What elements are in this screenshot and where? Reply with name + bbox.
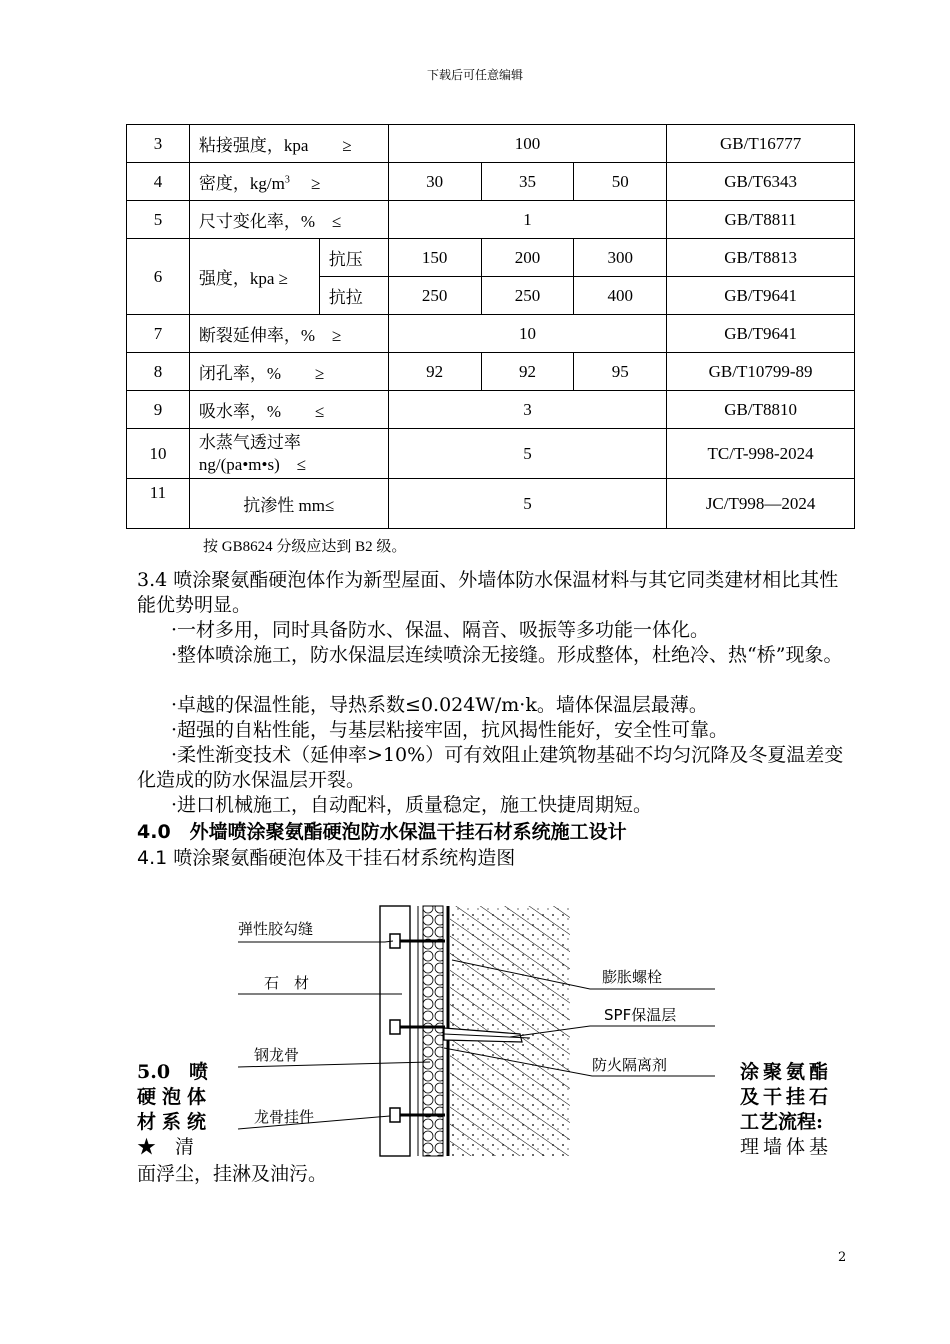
value-cell: 250 bbox=[388, 277, 481, 315]
label-steel-keel: 钢龙骨 bbox=[254, 1046, 300, 1064]
value-cell: 150 bbox=[388, 239, 481, 277]
item-name: 闭孔率，% ≥ bbox=[189, 353, 388, 391]
item-name-line1: 水蒸气透过率 bbox=[198, 432, 301, 452]
advantage-item: ·整体喷涂施工，防水保温层连续喷涂无接缝。形成整体，杜绝冷、热“桥”现象。 bbox=[171, 644, 843, 666]
value-cell: 5 bbox=[388, 479, 667, 529]
item-name: 强度，kpa ≥ bbox=[189, 239, 319, 315]
item-name: 断裂延伸率，% ≥ bbox=[189, 315, 388, 353]
table-row bbox=[127, 429, 855, 479]
standard-cell: GB/T9641 bbox=[667, 315, 855, 353]
spec-table bbox=[126, 124, 855, 529]
item-name: 密度，$kg/m^3$ ≥ bbox=[189, 163, 388, 201]
standard-cell: TC/T-998-2024 bbox=[667, 429, 855, 479]
standard-cell: GB/T16777 bbox=[667, 125, 855, 163]
value-cell: 35 bbox=[481, 163, 574, 201]
item-name: 粘接强度，kpa ≥ bbox=[189, 125, 388, 163]
item-name bbox=[189, 429, 388, 479]
value-cell: 250 bbox=[481, 277, 574, 315]
table-row bbox=[127, 479, 855, 529]
section-5-0-line: 涂聚氨酯 bbox=[740, 1061, 833, 1083]
label-expansion-bolt: 膨胀螺栓 bbox=[602, 968, 663, 986]
section-5-0-line: ★ 清 bbox=[137, 1136, 195, 1158]
page-header: 下载后可任意编辑 bbox=[426, 68, 523, 82]
construction-diagram bbox=[230, 902, 720, 1172]
value-cell: 100 bbox=[388, 125, 667, 163]
item-name: 吸水率，% ≤ bbox=[189, 391, 388, 429]
value-cell: 200 bbox=[481, 239, 574, 277]
section-5-0-line: 硬泡体 bbox=[137, 1086, 213, 1108]
value-cell: 10 bbox=[388, 315, 667, 353]
value-cell: 300 bbox=[574, 239, 667, 277]
section-4-0-heading: 4.0 外墙喷涂聚氨酯硬泡防水保温干挂石材系统施工设计 bbox=[137, 821, 627, 843]
section-3-4-intro: 3.4 喷涂聚氨酯硬泡体作为新型屋面、外墙体防水保温材料与其它同类建材相比其性能优势明显。 bbox=[137, 569, 839, 616]
row-number: 6 bbox=[127, 239, 190, 315]
section-5-0-right bbox=[740, 1060, 850, 1160]
value-cell: 5 bbox=[388, 429, 667, 479]
spf-layer bbox=[423, 906, 443, 1156]
row-number: 9 bbox=[127, 391, 190, 429]
standard-cell: GB/T8813 bbox=[667, 239, 855, 277]
standard-cell: GB/T6343 bbox=[667, 163, 855, 201]
label-sealant: 弹性胶勾缝 bbox=[238, 920, 314, 938]
sub-item: 抗压 bbox=[319, 239, 388, 277]
section-4-1-heading: 4.1 喷涂聚氨酯硬泡体及干挂石材系统构造图 bbox=[137, 847, 516, 869]
item-name-line2: ng/(pa•m•s) ≤ bbox=[198, 454, 307, 474]
row-number: 8 bbox=[127, 353, 190, 391]
standard-cell: GB/T9641 bbox=[667, 277, 855, 315]
value-cell: 95 bbox=[574, 353, 667, 391]
item-name: 尺寸变化率，% ≤ bbox=[189, 201, 388, 239]
advantage-item: ·柔性渐变技术（延伸率>10%）可有效阻止建筑物基础不均匀沉降及冬夏温差变化造成的防水保温层开裂。 bbox=[137, 744, 844, 791]
table-row bbox=[127, 201, 855, 239]
label-spf-layer: SPF保温层 bbox=[604, 1006, 677, 1024]
diagram-drawing bbox=[230, 902, 720, 1172]
section-5-0-left bbox=[137, 1060, 217, 1160]
row-number: 11 bbox=[127, 479, 190, 529]
label-fire-separator: 防火隔离剂 bbox=[592, 1056, 668, 1074]
table-note: 按 GB8624 分级应达到 B2 级。 bbox=[203, 539, 407, 555]
standard-cell: GB/T8810 bbox=[667, 391, 855, 429]
section-5-0-line: 5.0 喷 bbox=[137, 1061, 209, 1083]
value-cell: 92 bbox=[481, 353, 574, 391]
sub-item: 抗拉 bbox=[319, 277, 388, 315]
advantage-item: ·一材多用，同时具备防水、保温、隔音、吸振等多功能一体化。 bbox=[171, 619, 710, 641]
page-number: 2 bbox=[838, 1250, 847, 1265]
advantage-item: ·卓越的保温性能，导热系数≤0.024W/m·k。墙体保温层最薄。 bbox=[171, 694, 708, 716]
value-cell: 92 bbox=[388, 353, 481, 391]
value-cell: 400 bbox=[574, 277, 667, 315]
value-cell: 50 bbox=[574, 163, 667, 201]
label-stone: 石 材 bbox=[264, 974, 310, 992]
section-5-0-line: 工艺流程: bbox=[740, 1111, 824, 1133]
section-5-0-line: 及干挂石 bbox=[740, 1086, 833, 1108]
item-name: 抗渗性 mm≤ bbox=[189, 479, 388, 529]
table-row bbox=[127, 125, 855, 163]
table-row bbox=[127, 391, 855, 429]
section-5-0-continuation: 面浮尘，挂淋及油污。 bbox=[137, 1163, 328, 1185]
standard-cell: GB/T8811 bbox=[667, 201, 855, 239]
value-cell: 1 bbox=[388, 201, 667, 239]
advantage-item: ·超强的自粘性能，与基层粘接牢固，抗风揭性能好，安全性可靠。 bbox=[171, 719, 729, 741]
label-keel-hanger: 龙骨挂件 bbox=[254, 1108, 315, 1126]
row-number: 7 bbox=[127, 315, 190, 353]
advantage-item: ·进口机械施工，自动配料，质量稳定，施工快捷周期短。 bbox=[171, 794, 653, 816]
row-number: 4 bbox=[127, 163, 190, 201]
value-cell: 3 bbox=[388, 391, 667, 429]
table-row bbox=[127, 239, 855, 277]
section-5-0-line: 材系统 bbox=[137, 1111, 213, 1133]
row-number: 3 bbox=[127, 125, 190, 163]
standard-cell: GB/T10799-89 bbox=[667, 353, 855, 391]
row-number: 5 bbox=[127, 201, 190, 239]
section-5-0-line: 理墙体基 bbox=[740, 1136, 833, 1158]
standard-cell: JC/T998—2024 bbox=[667, 479, 855, 529]
row-number: 10 bbox=[127, 429, 190, 479]
table-row bbox=[127, 315, 855, 353]
table-row bbox=[127, 163, 855, 201]
value-cell: 30 bbox=[388, 163, 481, 201]
table-row bbox=[127, 353, 855, 391]
